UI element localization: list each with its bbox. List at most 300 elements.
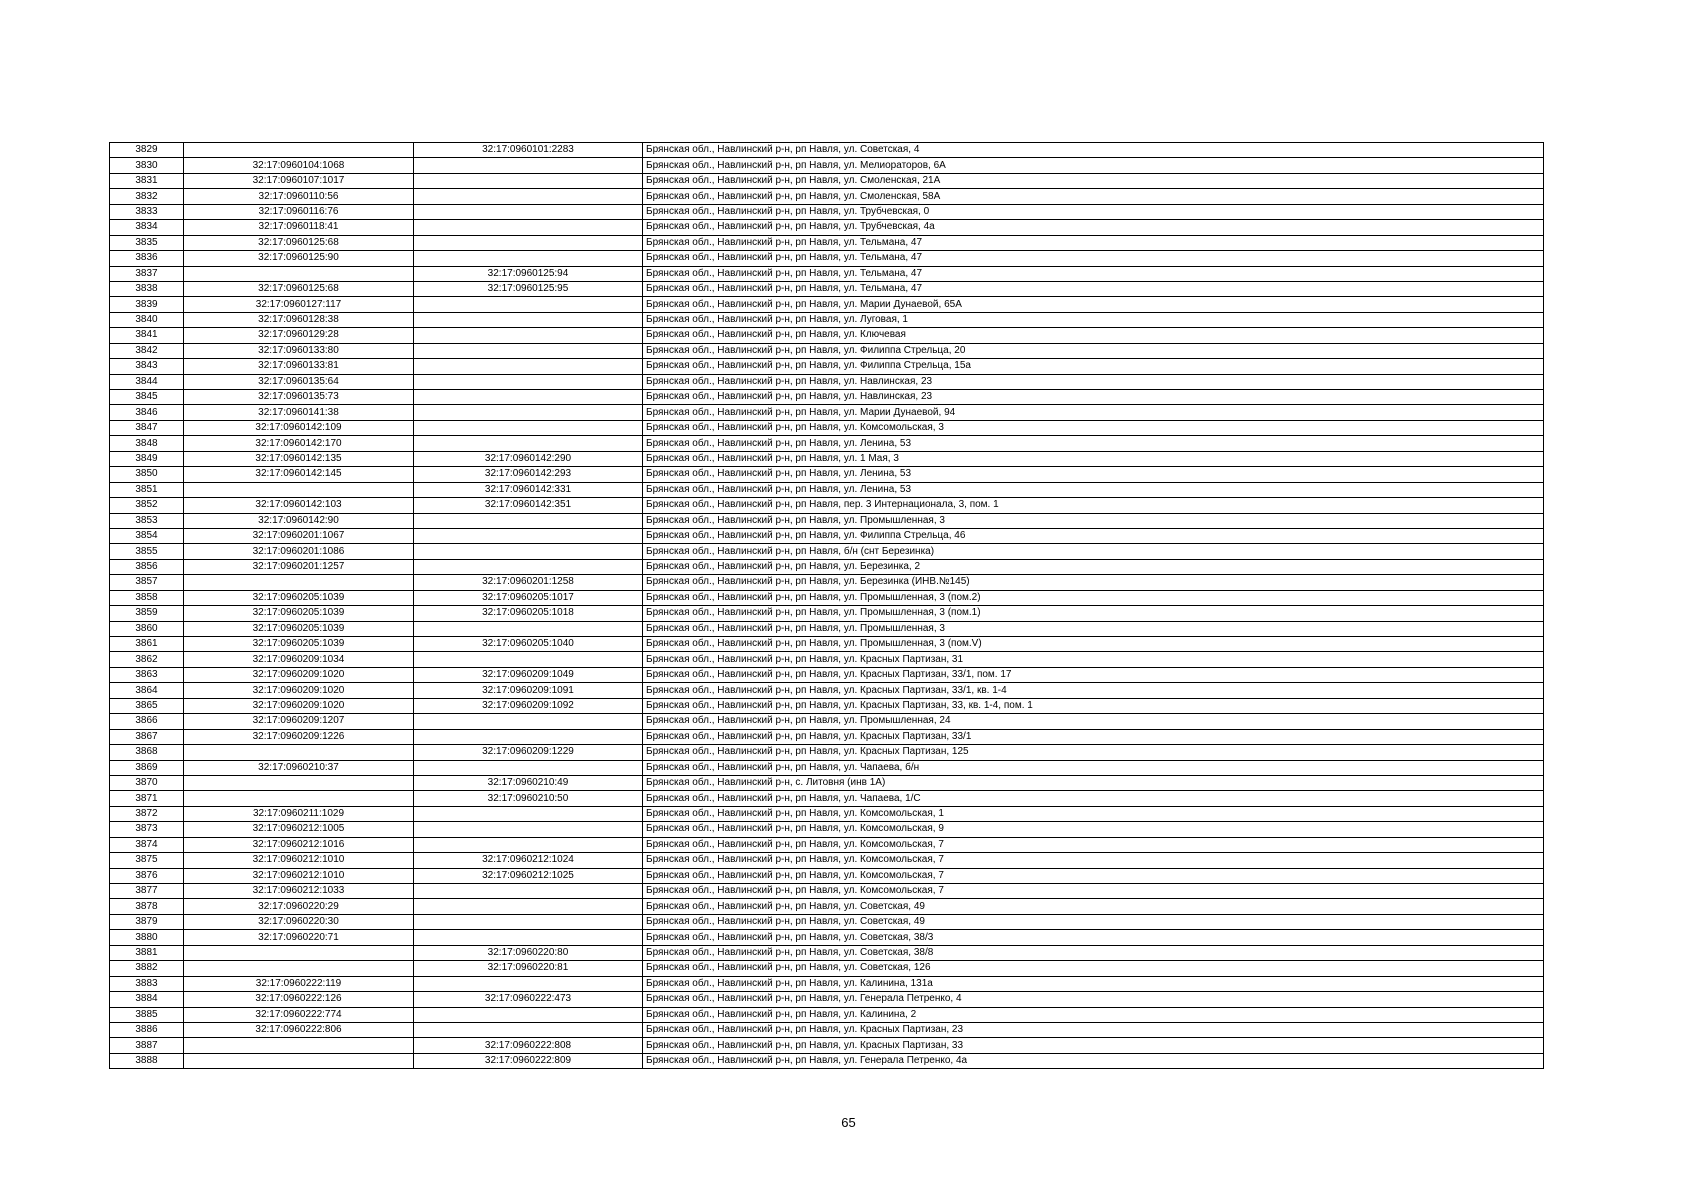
row-number-cell: 3873 bbox=[110, 822, 184, 837]
land-cadastral-number-cell: 32:17:0960142:170 bbox=[184, 436, 414, 451]
building-cadastral-number-cell: 32:17:0960220:81 bbox=[414, 961, 643, 976]
table-row bbox=[110, 930, 1544, 945]
land-cadastral-number-cell: 32:17:0960110:56 bbox=[184, 189, 414, 204]
building-cadastral-number-cell bbox=[414, 930, 643, 945]
address-cell: Брянская обл., Навлинский р-н, рп Навля, ул. Советская, 38/3 bbox=[643, 930, 1544, 945]
land-cadastral-number-cell bbox=[184, 745, 414, 760]
address-cell: Брянская обл., Навлинский р-н, рп Навля, ул. Промышленная, 3 (пом.2) bbox=[643, 590, 1544, 605]
row-number-cell: 3859 bbox=[110, 606, 184, 621]
table-row bbox=[110, 467, 1544, 482]
land-cadastral-number-cell: 32:17:0960142:109 bbox=[184, 420, 414, 435]
register-body bbox=[110, 143, 1544, 1069]
table-row bbox=[110, 714, 1544, 729]
address-cell: Брянская обл., Навлинский р-н, рп Навля, ул. Березинка (ИНВ.№145) bbox=[643, 575, 1544, 590]
row-number-cell: 3861 bbox=[110, 637, 184, 652]
table-row bbox=[110, 961, 1544, 976]
address-cell: Брянская обл., Навлинский р-н, рп Навля, ул. Промышленная, 3 (пом.V) bbox=[643, 637, 1544, 652]
row-number-cell: 3838 bbox=[110, 281, 184, 296]
table-row bbox=[110, 637, 1544, 652]
row-number-cell: 3833 bbox=[110, 204, 184, 219]
table-row bbox=[110, 143, 1544, 158]
building-cadastral-number-cell bbox=[414, 513, 643, 528]
row-number-cell: 3857 bbox=[110, 575, 184, 590]
table-row bbox=[110, 359, 1544, 374]
land-cadastral-number-cell: 32:17:0960127:117 bbox=[184, 297, 414, 312]
address-cell: Брянская обл., Навлинский р-н, рп Навля, б/н (снт Березинка) bbox=[643, 544, 1544, 559]
land-cadastral-number-cell: 32:17:0960125:90 bbox=[184, 251, 414, 266]
land-cadastral-number-cell: 32:17:0960212:1005 bbox=[184, 822, 414, 837]
address-cell: Брянская обл., Навлинский р-н, рп Навля, ул. Навлинская, 23 bbox=[643, 374, 1544, 389]
land-cadastral-number-cell bbox=[184, 791, 414, 806]
land-cadastral-number-cell bbox=[184, 775, 414, 790]
row-number-cell: 3866 bbox=[110, 714, 184, 729]
row-number-cell: 3888 bbox=[110, 1053, 184, 1068]
address-cell: Брянская обл., Навлинский р-н, рп Навля, ул. Марии Дунаевой, 94 bbox=[643, 405, 1544, 420]
building-cadastral-number-cell bbox=[414, 235, 643, 250]
land-cadastral-number-cell: 32:17:0960141:38 bbox=[184, 405, 414, 420]
building-cadastral-number-cell bbox=[414, 806, 643, 821]
land-cadastral-number-cell: 32:17:0960222:774 bbox=[184, 1007, 414, 1022]
land-cadastral-number-cell: 32:17:0960125:68 bbox=[184, 281, 414, 296]
land-cadastral-number-cell: 32:17:0960128:38 bbox=[184, 312, 414, 327]
address-cell: Брянская обл., Навлинский р-н, рп Навля, ул. Смоленская, 58А bbox=[643, 189, 1544, 204]
row-number-cell: 3840 bbox=[110, 312, 184, 327]
table-row bbox=[110, 945, 1544, 960]
row-number-cell: 3875 bbox=[110, 853, 184, 868]
table-row bbox=[110, 976, 1544, 991]
table-row bbox=[110, 189, 1544, 204]
land-cadastral-number-cell: 32:17:0960222:126 bbox=[184, 992, 414, 1007]
building-cadastral-number-cell: 32:17:0960142:290 bbox=[414, 451, 643, 466]
row-number-cell: 3854 bbox=[110, 528, 184, 543]
address-cell: Брянская обл., Навлинский р-н, рп Навля, ул. Генерала Петренко, 4 bbox=[643, 992, 1544, 1007]
address-cell: Брянская обл., Навлинский р-н, рп Навля, ул. Промышленная, 24 bbox=[643, 714, 1544, 729]
table-row bbox=[110, 297, 1544, 312]
building-cadastral-number-cell bbox=[414, 328, 643, 343]
building-cadastral-number-cell: 32:17:0960201:1258 bbox=[414, 575, 643, 590]
building-cadastral-number-cell bbox=[414, 251, 643, 266]
table-row bbox=[110, 745, 1544, 760]
address-cell: Брянская обл., Навлинский р-н, рп Навля, ул. Мелиораторов, 6А bbox=[643, 158, 1544, 173]
table-row bbox=[110, 528, 1544, 543]
row-number-cell: 3829 bbox=[110, 143, 184, 158]
land-cadastral-number-cell: 32:17:0960211:1029 bbox=[184, 806, 414, 821]
land-cadastral-number-cell: 32:17:0960135:64 bbox=[184, 374, 414, 389]
address-cell: Брянская обл., Навлинский р-н, рп Навля, ул. Промышленная, 3 bbox=[643, 621, 1544, 636]
table-row bbox=[110, 281, 1544, 296]
building-cadastral-number-cell bbox=[414, 158, 643, 173]
address-cell: Брянская обл., Навлинский р-н, рп Навля, ул. Красных Партизан, 23 bbox=[643, 1022, 1544, 1037]
table-row bbox=[110, 621, 1544, 636]
land-cadastral-number-cell: 32:17:0960142:135 bbox=[184, 451, 414, 466]
address-cell: Брянская обл., Навлинский р-н, рп Навля, ул. Комсомольская, 7 bbox=[643, 853, 1544, 868]
land-cadastral-number-cell: 32:17:0960118:41 bbox=[184, 220, 414, 235]
row-number-cell: 3865 bbox=[110, 698, 184, 713]
table-row bbox=[110, 729, 1544, 744]
building-cadastral-number-cell bbox=[414, 374, 643, 389]
address-cell: Брянская обл., Навлинский р-н, рп Навля, ул. Генерала Петренко, 4а bbox=[643, 1053, 1544, 1068]
building-cadastral-number-cell bbox=[414, 559, 643, 574]
address-cell: Брянская обл., Навлинский р-н, рп Навля, ул. Комсомольская, 7 bbox=[643, 884, 1544, 899]
row-number-cell: 3880 bbox=[110, 930, 184, 945]
table-row bbox=[110, 667, 1544, 682]
row-number-cell: 3876 bbox=[110, 868, 184, 883]
address-cell: Брянская обл., Навлинский р-н, рп Навля, ул. Красных Партизан, 33/1, кв. 1-4 bbox=[643, 683, 1544, 698]
table-row bbox=[110, 312, 1544, 327]
building-cadastral-number-cell: 32:17:0960222:808 bbox=[414, 1038, 643, 1053]
building-cadastral-number-cell bbox=[414, 760, 643, 775]
table-row bbox=[110, 482, 1544, 497]
row-number-cell: 3879 bbox=[110, 914, 184, 929]
building-cadastral-number-cell bbox=[414, 204, 643, 219]
table-row bbox=[110, 652, 1544, 667]
address-cell: Брянская обл., Навлинский р-н, рп Навля, ул. Комсомольская, 1 bbox=[643, 806, 1544, 821]
table-row bbox=[110, 868, 1544, 883]
building-cadastral-number-cell bbox=[414, 297, 643, 312]
land-cadastral-number-cell bbox=[184, 945, 414, 960]
building-cadastral-number-cell bbox=[414, 343, 643, 358]
row-number-cell: 3862 bbox=[110, 652, 184, 667]
land-cadastral-number-cell: 32:17:0960210:37 bbox=[184, 760, 414, 775]
building-cadastral-number-cell bbox=[414, 420, 643, 435]
row-number-cell: 3851 bbox=[110, 482, 184, 497]
land-cadastral-number-cell: 32:17:0960209:1226 bbox=[184, 729, 414, 744]
building-cadastral-number-cell bbox=[414, 544, 643, 559]
building-cadastral-number-cell bbox=[414, 1022, 643, 1037]
table-row bbox=[110, 374, 1544, 389]
building-cadastral-number-cell: 32:17:0960125:94 bbox=[414, 266, 643, 281]
land-cadastral-number-cell bbox=[184, 575, 414, 590]
row-number-cell: 3836 bbox=[110, 251, 184, 266]
building-cadastral-number-cell: 32:17:0960210:50 bbox=[414, 791, 643, 806]
building-cadastral-number-cell bbox=[414, 436, 643, 451]
row-number-cell: 3844 bbox=[110, 374, 184, 389]
land-cadastral-number-cell: 32:17:0960142:103 bbox=[184, 498, 414, 513]
table-row bbox=[110, 914, 1544, 929]
table-row bbox=[110, 390, 1544, 405]
address-cell: Брянская обл., Навлинский р-н, с. Литовня (инв 1А) bbox=[643, 775, 1544, 790]
row-number-cell: 3831 bbox=[110, 173, 184, 188]
building-cadastral-number-cell: 32:17:0960222:809 bbox=[414, 1053, 643, 1068]
table-row bbox=[110, 158, 1544, 173]
address-cell: Брянская обл., Навлинский р-н, рп Навля, ул. Марии Дунаевой, 65А bbox=[643, 297, 1544, 312]
table-row bbox=[110, 513, 1544, 528]
address-cell: Брянская обл., Навлинский р-н, рп Навля, ул. Комсомольская, 7 bbox=[643, 837, 1544, 852]
address-cell: Брянская обл., Навлинский р-н, рп Навля, ул. Комсомольская, 3 bbox=[643, 420, 1544, 435]
row-number-cell: 3867 bbox=[110, 729, 184, 744]
table-row bbox=[110, 822, 1544, 837]
row-number-cell: 3839 bbox=[110, 297, 184, 312]
row-number-cell: 3877 bbox=[110, 884, 184, 899]
address-cell: Брянская обл., Навлинский р-н, рп Навля, ул. Калинина, 131а bbox=[643, 976, 1544, 991]
land-cadastral-number-cell: 32:17:0960142:145 bbox=[184, 467, 414, 482]
address-cell: Брянская обл., Навлинский р-н, рп Навля, ул. Чапаева, б/н bbox=[643, 760, 1544, 775]
building-cadastral-number-cell: 32:17:0960220:80 bbox=[414, 945, 643, 960]
table-row bbox=[110, 853, 1544, 868]
address-cell: Брянская обл., Навлинский р-н, рп Навля, ул. Трубчевская, 4а bbox=[643, 220, 1544, 235]
land-cadastral-number-cell bbox=[184, 1038, 414, 1053]
table-row bbox=[110, 683, 1544, 698]
land-cadastral-number-cell bbox=[184, 961, 414, 976]
row-number-cell: 3832 bbox=[110, 189, 184, 204]
land-cadastral-number-cell: 32:17:0960220:29 bbox=[184, 899, 414, 914]
building-cadastral-number-cell bbox=[414, 405, 643, 420]
building-cadastral-number-cell bbox=[414, 652, 643, 667]
table-row bbox=[110, 884, 1544, 899]
land-cadastral-number-cell: 32:17:0960209:1207 bbox=[184, 714, 414, 729]
row-number-cell: 3864 bbox=[110, 683, 184, 698]
row-number-cell: 3842 bbox=[110, 343, 184, 358]
address-cell: Брянская обл., Навлинский р-н, рп Навля, ул. Советская, 126 bbox=[643, 961, 1544, 976]
table-row bbox=[110, 220, 1544, 235]
building-cadastral-number-cell: 32:17:0960210:49 bbox=[414, 775, 643, 790]
row-number-cell: 3853 bbox=[110, 513, 184, 528]
row-number-cell: 3886 bbox=[110, 1022, 184, 1037]
building-cadastral-number-cell: 32:17:0960209:1091 bbox=[414, 683, 643, 698]
row-number-cell: 3871 bbox=[110, 791, 184, 806]
table-row bbox=[110, 405, 1544, 420]
table-row bbox=[110, 559, 1544, 574]
table-row bbox=[110, 606, 1544, 621]
row-number-cell: 3841 bbox=[110, 328, 184, 343]
address-cell: Брянская обл., Навлинский р-н, рп Навля, ул. Смоленская, 21А bbox=[643, 173, 1544, 188]
table-row bbox=[110, 575, 1544, 590]
row-number-cell: 3852 bbox=[110, 498, 184, 513]
land-cadastral-number-cell: 32:17:0960142:90 bbox=[184, 513, 414, 528]
table-row bbox=[110, 451, 1544, 466]
property-register-table bbox=[109, 142, 1544, 1069]
row-number-cell: 3834 bbox=[110, 220, 184, 235]
land-cadastral-number-cell: 32:17:0960209:1020 bbox=[184, 683, 414, 698]
land-cadastral-number-cell: 32:17:0960201:1257 bbox=[184, 559, 414, 574]
address-cell: Брянская обл., Навлинский р-н, рп Навля, ул. Филиппа Стрельца, 15а bbox=[643, 359, 1544, 374]
row-number-cell: 3830 bbox=[110, 158, 184, 173]
table-row bbox=[110, 899, 1544, 914]
row-number-cell: 3835 bbox=[110, 235, 184, 250]
address-cell: Брянская обл., Навлинский р-н, рп Навля, ул. Комсомольская, 9 bbox=[643, 822, 1544, 837]
land-cadastral-number-cell: 32:17:0960222:806 bbox=[184, 1022, 414, 1037]
building-cadastral-number-cell: 32:17:0960101:2283 bbox=[414, 143, 643, 158]
table-row bbox=[110, 544, 1544, 559]
land-cadastral-number-cell: 32:17:0960133:80 bbox=[184, 343, 414, 358]
table-row bbox=[110, 1022, 1544, 1037]
building-cadastral-number-cell: 32:17:0960142:331 bbox=[414, 482, 643, 497]
building-cadastral-number-cell bbox=[414, 189, 643, 204]
building-cadastral-number-cell bbox=[414, 528, 643, 543]
land-cadastral-number-cell: 32:17:0960220:71 bbox=[184, 930, 414, 945]
building-cadastral-number-cell: 32:17:0960205:1040 bbox=[414, 637, 643, 652]
address-cell: Брянская обл., Навлинский р-н, рп Навля, ул. Навлинская, 23 bbox=[643, 390, 1544, 405]
building-cadastral-number-cell bbox=[414, 914, 643, 929]
address-cell: Брянская обл., Навлинский р-н, рп Навля, ул. Советская, 49 bbox=[643, 914, 1544, 929]
address-cell: Брянская обл., Навлинский р-н, рп Навля, ул. Красных Партизан, 33/1, пом. 17 bbox=[643, 667, 1544, 682]
land-cadastral-number-cell: 32:17:0960205:1039 bbox=[184, 637, 414, 652]
table-row bbox=[110, 173, 1544, 188]
row-number-cell: 3849 bbox=[110, 451, 184, 466]
table-row bbox=[110, 1053, 1544, 1068]
building-cadastral-number-cell bbox=[414, 976, 643, 991]
row-number-cell: 3860 bbox=[110, 621, 184, 636]
row-number-cell: 3872 bbox=[110, 806, 184, 821]
row-number-cell: 3881 bbox=[110, 945, 184, 960]
address-cell: Брянская обл., Навлинский р-н, рп Навля, ул. Тельмана, 47 bbox=[643, 251, 1544, 266]
table-row bbox=[110, 251, 1544, 266]
address-cell: Брянская обл., Навлинский р-н, рп Навля, ул. Трубчевская, 0 bbox=[643, 204, 1544, 219]
address-cell: Брянская обл., Навлинский р-н, рп Навля, ул. Калинина, 2 bbox=[643, 1007, 1544, 1022]
building-cadastral-number-cell: 32:17:0960209:1092 bbox=[414, 698, 643, 713]
building-cadastral-number-cell bbox=[414, 220, 643, 235]
land-cadastral-number-cell: 32:17:0960212:1010 bbox=[184, 868, 414, 883]
table-row bbox=[110, 498, 1544, 513]
building-cadastral-number-cell: 32:17:0960142:293 bbox=[414, 467, 643, 482]
land-cadastral-number-cell bbox=[184, 482, 414, 497]
row-number-cell: 3887 bbox=[110, 1038, 184, 1053]
land-cadastral-number-cell: 32:17:0960212:1016 bbox=[184, 837, 414, 852]
land-cadastral-number-cell bbox=[184, 266, 414, 281]
address-cell: Брянская обл., Навлинский р-н, рп Навля, ул. Советская, 38/8 bbox=[643, 945, 1544, 960]
table-row bbox=[110, 343, 1544, 358]
page-number: 65 bbox=[841, 1115, 856, 1130]
table-row bbox=[110, 806, 1544, 821]
land-cadastral-number-cell: 32:17:0960201:1086 bbox=[184, 544, 414, 559]
table-row bbox=[110, 760, 1544, 775]
table-row bbox=[110, 775, 1544, 790]
address-cell: Брянская обл., Навлинский р-н, рп Навля, ул. Филиппа Стрельца, 46 bbox=[643, 528, 1544, 543]
land-cadastral-number-cell: 32:17:0960135:73 bbox=[184, 390, 414, 405]
building-cadastral-number-cell: 32:17:0960125:95 bbox=[414, 281, 643, 296]
row-number-cell: 3855 bbox=[110, 544, 184, 559]
address-cell: Брянская обл., Навлинский р-н, рп Навля, ул. Ключевая bbox=[643, 328, 1544, 343]
address-cell: Брянская обл., Навлинский р-н, рп Навля, ул. Красных Партизан, 31 bbox=[643, 652, 1544, 667]
building-cadastral-number-cell bbox=[414, 837, 643, 852]
address-cell: Брянская обл., Навлинский р-н, рп Навля, ул. Ленина, 53 bbox=[643, 436, 1544, 451]
building-cadastral-number-cell: 32:17:0960222:473 bbox=[414, 992, 643, 1007]
building-cadastral-number-cell bbox=[414, 899, 643, 914]
address-cell: Брянская обл., Навлинский р-н, рп Навля, ул. Ленина, 53 bbox=[643, 467, 1544, 482]
row-number-cell: 3882 bbox=[110, 961, 184, 976]
building-cadastral-number-cell: 32:17:0960205:1017 bbox=[414, 590, 643, 605]
address-cell: Брянская обл., Навлинский р-н, рп Навля, ул. Промышленная, 3 bbox=[643, 513, 1544, 528]
address-cell: Брянская обл., Навлинский р-н, рп Навля, ул. Ленина, 53 bbox=[643, 482, 1544, 497]
address-cell: Брянская обл., Навлинский р-н, рп Навля, ул. Красных Партизан, 33, кв. 1-4, пом. 1 bbox=[643, 698, 1544, 713]
row-number-cell: 3868 bbox=[110, 745, 184, 760]
land-cadastral-number-cell: 32:17:0960222:119 bbox=[184, 976, 414, 991]
row-number-cell: 3850 bbox=[110, 467, 184, 482]
building-cadastral-number-cell bbox=[414, 714, 643, 729]
land-cadastral-number-cell: 32:17:0960220:30 bbox=[184, 914, 414, 929]
address-cell: Брянская обл., Навлинский р-н, рп Навля, ул. Комсомольская, 7 bbox=[643, 868, 1544, 883]
land-cadastral-number-cell bbox=[184, 1053, 414, 1068]
row-number-cell: 3870 bbox=[110, 775, 184, 790]
row-number-cell: 3843 bbox=[110, 359, 184, 374]
building-cadastral-number-cell bbox=[414, 729, 643, 744]
land-cadastral-number-cell: 32:17:0960212:1010 bbox=[184, 853, 414, 868]
address-cell: Брянская обл., Навлинский р-н, рп Навля, ул. Советская, 49 bbox=[643, 899, 1544, 914]
address-cell: Брянская обл., Навлинский р-н, рп Навля, ул. Тельмана, 47 bbox=[643, 235, 1544, 250]
row-number-cell: 3863 bbox=[110, 667, 184, 682]
row-number-cell: 3848 bbox=[110, 436, 184, 451]
building-cadastral-number-cell: 32:17:0960212:1025 bbox=[414, 868, 643, 883]
table-row bbox=[110, 837, 1544, 852]
land-cadastral-number-cell: 32:17:0960201:1067 bbox=[184, 528, 414, 543]
building-cadastral-number-cell: 32:17:0960209:1229 bbox=[414, 745, 643, 760]
land-cadastral-number-cell: 32:17:0960205:1039 bbox=[184, 590, 414, 605]
address-cell: Брянская обл., Навлинский р-н, рп Навля, ул. Красных Партизан, 125 bbox=[643, 745, 1544, 760]
table-row bbox=[110, 266, 1544, 281]
table-row bbox=[110, 328, 1544, 343]
land-cadastral-number-cell: 32:17:0960116:76 bbox=[184, 204, 414, 219]
table-row bbox=[110, 698, 1544, 713]
address-cell: Брянская обл., Навлинский р-н, рп Навля, пер. 3 Интернационала, 3, пом. 1 bbox=[643, 498, 1544, 513]
building-cadastral-number-cell bbox=[414, 884, 643, 899]
row-number-cell: 3874 bbox=[110, 837, 184, 852]
row-number-cell: 3878 bbox=[110, 899, 184, 914]
row-number-cell: 3856 bbox=[110, 559, 184, 574]
building-cadastral-number-cell bbox=[414, 1007, 643, 1022]
building-cadastral-number-cell bbox=[414, 822, 643, 837]
address-cell: Брянская обл., Навлинский р-н, рп Навля, ул. Тельмана, 47 bbox=[643, 281, 1544, 296]
address-cell: Брянская обл., Навлинский р-н, рп Навля, ул. Филиппа Стрельца, 20 bbox=[643, 343, 1544, 358]
land-cadastral-number-cell: 32:17:0960205:1039 bbox=[184, 606, 414, 621]
row-number-cell: 3883 bbox=[110, 976, 184, 991]
land-cadastral-number-cell bbox=[184, 143, 414, 158]
row-number-cell: 3885 bbox=[110, 1007, 184, 1022]
land-cadastral-number-cell: 32:17:0960212:1033 bbox=[184, 884, 414, 899]
address-cell: Брянская обл., Навлинский р-н, рп Навля, ул. Красных Партизан, 33 bbox=[643, 1038, 1544, 1053]
row-number-cell: 3847 bbox=[110, 420, 184, 435]
building-cadastral-number-cell: 32:17:0960209:1049 bbox=[414, 667, 643, 682]
land-cadastral-number-cell: 32:17:0960107:1017 bbox=[184, 173, 414, 188]
building-cadastral-number-cell bbox=[414, 312, 643, 327]
building-cadastral-number-cell bbox=[414, 621, 643, 636]
table-row bbox=[110, 1038, 1544, 1053]
address-cell: Брянская обл., Навлинский р-н, рп Навля, ул. Чапаева, 1/С bbox=[643, 791, 1544, 806]
building-cadastral-number-cell bbox=[414, 390, 643, 405]
address-cell: Брянская обл., Навлинский р-н, рп Навля, ул. 1 Мая, 3 bbox=[643, 451, 1544, 466]
row-number-cell: 3884 bbox=[110, 992, 184, 1007]
table-row bbox=[110, 204, 1544, 219]
table-row bbox=[110, 791, 1544, 806]
address-cell: Брянская обл., Навлинский р-н, рп Навля, ул. Промышленная, 3 (пом.1) bbox=[643, 606, 1544, 621]
land-cadastral-number-cell: 32:17:0960125:68 bbox=[184, 235, 414, 250]
row-number-cell: 3845 bbox=[110, 390, 184, 405]
building-cadastral-number-cell: 32:17:0960212:1024 bbox=[414, 853, 643, 868]
table-row bbox=[110, 235, 1544, 250]
land-cadastral-number-cell: 32:17:0960209:1020 bbox=[184, 667, 414, 682]
land-cadastral-number-cell: 32:17:0960133:81 bbox=[184, 359, 414, 374]
land-cadastral-number-cell: 32:17:0960205:1039 bbox=[184, 621, 414, 636]
building-cadastral-number-cell: 32:17:0960142:351 bbox=[414, 498, 643, 513]
row-number-cell: 3858 bbox=[110, 590, 184, 605]
address-cell: Брянская обл., Навлинский р-н, рп Навля, ул. Тельмана, 47 bbox=[643, 266, 1544, 281]
building-cadastral-number-cell bbox=[414, 173, 643, 188]
row-number-cell: 3837 bbox=[110, 266, 184, 281]
address-cell: Брянская обл., Навлинский р-н, рп Навля, ул. Березинка, 2 bbox=[643, 559, 1544, 574]
table-row bbox=[110, 992, 1544, 1007]
land-cadastral-number-cell: 32:17:0960129:28 bbox=[184, 328, 414, 343]
land-cadastral-number-cell: 32:17:0960209:1034 bbox=[184, 652, 414, 667]
building-cadastral-number-cell: 32:17:0960205:1018 bbox=[414, 606, 643, 621]
row-number-cell: 3846 bbox=[110, 405, 184, 420]
table-row bbox=[110, 420, 1544, 435]
address-cell: Брянская обл., Навлинский р-н, рп Навля, ул. Луговая, 1 bbox=[643, 312, 1544, 327]
building-cadastral-number-cell bbox=[414, 359, 643, 374]
land-cadastral-number-cell: 32:17:0960104:1068 bbox=[184, 158, 414, 173]
address-cell: Брянская обл., Навлинский р-н, рп Навля, ул. Советская, 4 bbox=[643, 143, 1544, 158]
address-cell: Брянская обл., Навлинский р-н, рп Навля, ул. Красных Партизан, 33/1 bbox=[643, 729, 1544, 744]
table-row bbox=[110, 436, 1544, 451]
table-row bbox=[110, 1007, 1544, 1022]
